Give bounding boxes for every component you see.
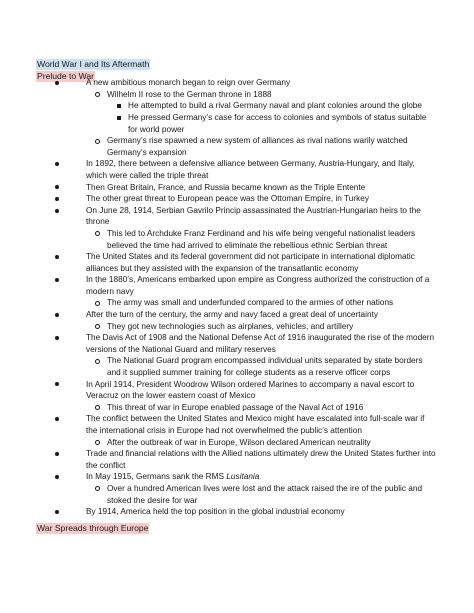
bullet-disc-icon xyxy=(55,81,59,85)
bullet-circle-icon xyxy=(95,405,100,410)
list-item-label: After the outbreak of war in Europe, Wilson declared American neutrality xyxy=(107,437,371,447)
bullet-disc-icon xyxy=(55,255,59,259)
list-item-text xyxy=(107,297,438,309)
list-item xyxy=(36,135,438,158)
list-item xyxy=(36,471,438,483)
list-item-label: He attempted to build a rival Germany naval and plant colonies around the globe xyxy=(128,101,422,111)
list-item-label: They got new technologies such as airplanes, vehicles, and artillery xyxy=(107,321,354,331)
list-item-text xyxy=(107,89,438,101)
list-item-text xyxy=(86,332,438,355)
list-item-label: On June 28, 1914, Serbian Gavrilo Princip assassinated the Austrian-Hungarian heirs to the throne xyxy=(86,205,421,227)
list-item-text xyxy=(86,193,438,205)
list-item-text xyxy=(86,309,438,321)
bullet-circle-icon xyxy=(95,231,100,236)
list-item-text xyxy=(86,77,438,89)
list-item-label: In 1892, there between a defensive alliance between Germany, Austria-Hungary, and Italy, which were called the triple threat xyxy=(86,159,415,180)
bullet-square-icon xyxy=(117,104,121,108)
list-item xyxy=(36,228,438,251)
list-item xyxy=(36,77,438,89)
list-item xyxy=(36,205,438,228)
list-item-text xyxy=(86,471,438,483)
list-item xyxy=(36,355,438,378)
list-item-label: This led to Archduke Franz Ferdinand and his wife being vengeful nationalist leaders believed the time had arrived to eliminate the rebellious ethnic Serbian threat xyxy=(107,228,416,250)
list-item xyxy=(36,332,438,355)
section-heading-war-spreads: War Spreads through Europe xyxy=(37,522,149,533)
list-item xyxy=(36,274,438,297)
bullet-disc-icon xyxy=(55,510,59,514)
list-item-text xyxy=(86,251,438,274)
list-item-label: The Davis Act of 1908 and the National Defense Act of 1916 inaugurated the rise of the modern versions of the National Guard and military reserves xyxy=(86,333,435,354)
list-item-label: In April 1914, President Woodrow Wilson ordered Marines to accompany a naval escort to Veracruz on the lower eastern coast of Mexico xyxy=(86,379,415,401)
list-item-text xyxy=(86,205,438,228)
list-item-label: Over a hundred American lives were lost and the attack raised the ire of the public and stoked the desire for war xyxy=(107,483,423,505)
list-item-label: In the 1880’s, Americans embarked upon empire as Congress authorized the construction of a modern navy xyxy=(86,275,430,296)
list-item-text xyxy=(107,483,438,506)
list-item-text xyxy=(86,448,438,471)
list-item xyxy=(36,309,438,321)
list-item xyxy=(36,448,438,471)
bullet-disc-icon xyxy=(55,197,59,201)
bullet-square-icon xyxy=(117,116,121,120)
list-item xyxy=(36,506,438,518)
list-item-label: By 1914, America held the top position in the global industrial economy xyxy=(86,507,345,517)
bullet-disc-icon xyxy=(55,278,59,282)
bullet-disc-icon xyxy=(55,336,59,340)
bullet-circle-icon xyxy=(95,486,100,491)
list-item-text xyxy=(107,135,438,158)
list-item-label: Trade and financial relations with the Allied nations ultimately drew the United States further into the conflict xyxy=(86,449,436,470)
list-item-text xyxy=(86,274,438,297)
list-item xyxy=(36,297,438,309)
list-item xyxy=(36,89,438,101)
prelude-bullet-list xyxy=(36,77,438,518)
list-item-label: Wilhelm II rose to the German throne in 1888 xyxy=(107,89,272,99)
list-item-label: The other great threat to European peace was the Ottoman Empire, in Turkey xyxy=(86,194,369,204)
document-title: World War I and Its Aftermath xyxy=(37,59,150,69)
bullet-disc-icon xyxy=(55,313,59,317)
list-item-text xyxy=(86,506,438,518)
list-item-label: In May 1915, Germans sank the RMS xyxy=(86,472,227,482)
list-item-label: This threat of war in Europe enabled passage of the Naval Act of 1916 xyxy=(107,402,364,412)
list-item xyxy=(36,379,438,402)
list-item-text xyxy=(128,112,438,135)
list-item-text xyxy=(86,182,438,194)
list-item xyxy=(36,182,438,194)
bullet-circle-icon xyxy=(95,301,100,306)
list-item xyxy=(36,413,438,436)
list-item xyxy=(36,112,438,135)
bullet-circle-icon xyxy=(95,139,100,144)
list-item-label: He pressed Germany’s case for access to colonies and symbols of status suitable for world power xyxy=(128,112,427,134)
section-heading-prelude: Prelude to War xyxy=(37,70,94,81)
list-item xyxy=(36,251,438,274)
list-item xyxy=(36,437,438,449)
list-item xyxy=(36,193,438,205)
list-item-label: The United States and its federal government did not participate in international diplomatic alliances but they assisted with the expansion of the transatlantic economy xyxy=(86,252,415,273)
list-item xyxy=(36,321,438,333)
list-item-label: The conflict between the United States and Mexico might have escalated into full-scale war if the international crisis in Europe had not overwhelmed the public’s attention xyxy=(86,414,425,435)
bullet-circle-icon xyxy=(95,92,100,97)
list-item xyxy=(36,158,438,181)
list-item xyxy=(36,483,438,506)
bullet-circle-icon xyxy=(95,440,100,445)
list-item-text xyxy=(86,158,438,181)
list-item-text xyxy=(107,321,438,333)
bullet-disc-icon xyxy=(55,382,59,386)
list-item-label: A new ambitious monarch began to reign over Germany xyxy=(86,78,291,88)
list-item-text xyxy=(107,437,438,449)
list-item-label: The army was small and underfunded compared to the armies of other nations xyxy=(107,298,394,308)
list-item xyxy=(36,402,438,414)
bullet-circle-icon xyxy=(95,324,100,329)
bullet-disc-icon xyxy=(55,475,59,479)
list-item-label: Then Great Britain, France, and Russia became known as the Triple Entente xyxy=(86,182,366,192)
bullet-disc-icon xyxy=(55,417,59,421)
bullet-circle-icon xyxy=(95,359,100,364)
list-item-text xyxy=(128,100,438,112)
list-item-text xyxy=(107,228,438,251)
list-item-label: Germany’s rise spawned a new system of alliances as rival nations warily watched Germany’s expansion xyxy=(107,136,408,157)
list-item-text xyxy=(86,413,438,436)
list-item-label: The National Guard program encompassed individual units separated by state borders and it supplied summer training for college students as a reserve officer corps xyxy=(107,356,423,378)
list-item-text xyxy=(107,355,438,378)
list-item-label: After the turn of the century, the army and navy faced a great deal of uncertainty xyxy=(86,310,378,320)
list-item xyxy=(36,100,438,112)
list-item-text xyxy=(107,402,438,414)
list-item-text xyxy=(86,379,438,402)
bullet-disc-icon xyxy=(55,452,59,456)
ship-name: Lusitania xyxy=(226,472,260,482)
bullet-disc-icon xyxy=(55,209,59,213)
bullet-disc-icon xyxy=(55,185,59,189)
bullet-disc-icon xyxy=(55,162,59,166)
